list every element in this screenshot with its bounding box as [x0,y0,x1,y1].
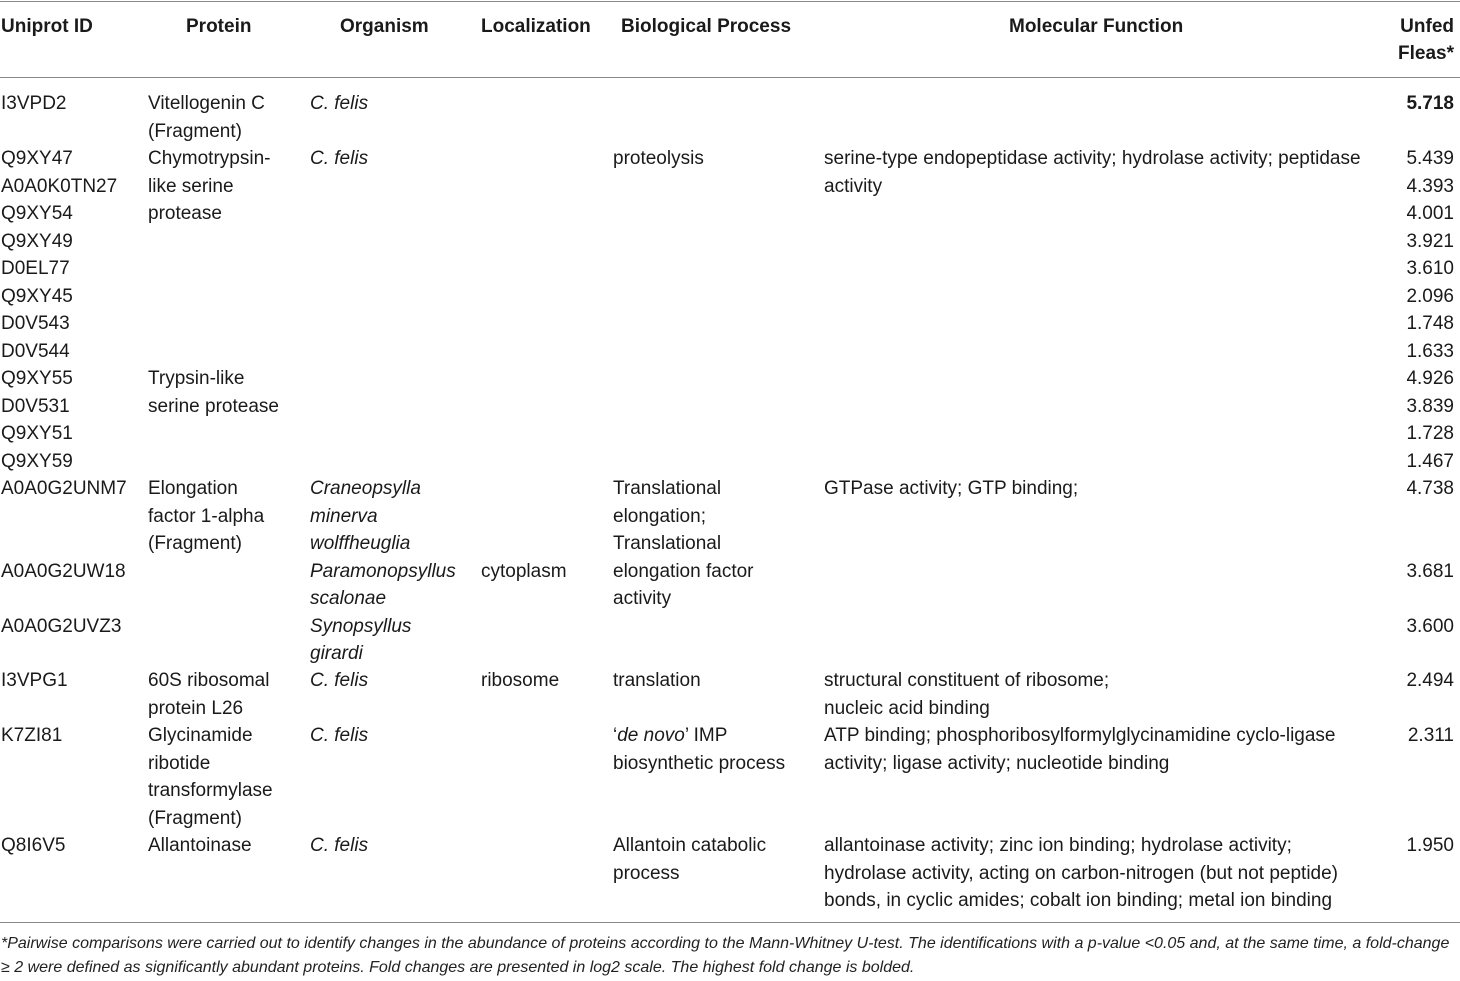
molecular-function [824,145,1361,200]
protein-line: transformylase [148,780,273,801]
header-uniprot-id: Uniprot ID [1,16,93,37]
fold-change-value: 3.681 [1406,560,1454,582]
organism: C. felis [310,725,369,746]
uniprot-id: I3VPD2 [1,93,67,114]
header-unfed: Unfed [1400,16,1454,37]
header-organism: Organism [340,16,429,37]
header-fleas: Fleas* [1398,43,1454,64]
protein-name [148,365,279,420]
uniprot-id: Q9XY45 [1,285,73,307]
fold-change-value: 1.467 [1406,450,1454,472]
header-localization: Localization [481,16,591,37]
biological-process [613,722,785,777]
organism-line: Synopsyllus [310,615,412,637]
molecular-function: GTPase activity; GTP binding; [824,478,1079,499]
function-line: ATP binding; phosphoribosylformylglycinamidine cyclo-ligase [824,725,1336,746]
protein-line: 60S ribosomal [148,670,270,691]
process-line: Translational [613,478,722,499]
header-unfed-fleas [1398,13,1454,67]
function-line: nucleic acid binding [824,697,990,719]
organism [310,558,456,613]
uniprot-id: I3VPG1 [1,670,68,691]
fold-change-value: 4.738 [1406,478,1454,499]
process-line: elongation factor [613,560,754,582]
de-novo-italic: de novo [617,725,685,746]
biological-process [613,832,766,887]
organism-line: Paramonopsyllus [310,560,456,582]
uniprot-id: D0V544 [1,340,70,362]
fold-change-value: 2.096 [1406,285,1454,307]
protein-name [148,475,264,558]
protein-line: ribotide [148,752,211,774]
quote-open: ‘ [613,725,618,746]
protein-line: (Fragment) [148,533,242,554]
process-line: Allantoin catabolic [613,835,767,856]
fold-change-value: 1.728 [1406,423,1454,444]
function-line: activity; ligase activity; nucleotide binding [824,752,1170,774]
uniprot-id: D0V531 [1,395,70,417]
protein-name [148,90,265,145]
fold-change-value: 4.001 [1406,203,1454,224]
uniprot-id: Q9XY59 [1,450,73,472]
fold-change-value: 5.439 [1406,148,1454,169]
header-biological-process: Biological Process [621,16,792,37]
fold-change-value: 3.921 [1406,230,1454,252]
organism [310,613,411,668]
quote-close: ’ IMP [684,725,728,746]
biological-process: translation [613,670,701,691]
organism [310,475,421,558]
uniprot-id: Q9XY54 [1,203,73,224]
protein-line: factor 1-alpha [148,505,265,527]
fold-change-value: 1.748 [1406,313,1454,334]
protein-line: Chymotrypsin- [148,148,271,169]
table-footnote: *Pairwise comparisons were carried out to identify changes in the abundance of proteins according to the Mann-Whitney U-test. The identifications with a p-value <0.05 and, at the same time, a fold-change ≥ 2 were defined as significantly abundant proteins. Fold changes are presented in log2 scale. The highest fold change is bolded. [1,935,1450,976]
protein-line: protease [148,203,222,224]
uniprot-id: Q8I6V5 [1,835,66,856]
organism: C. felis [310,670,369,691]
protein-line: Elongation [148,478,238,499]
function-line: bonds, in cyclic amides; cobalt ion binding; metal ion binding [824,890,1333,911]
biological-process [613,475,754,613]
process-line: Translational [613,533,722,554]
protein-line: (Fragment) [148,120,242,142]
biological-process: proteolysis [613,148,704,169]
protein-name: Allantoinase [148,835,252,856]
fold-change-value: 1.633 [1406,340,1454,362]
organism-line: girardi [310,643,363,664]
protein-line: Vitellogenin C [148,93,265,114]
organism-line: wolffheuglia [310,533,411,554]
fold-change-value: 2.311 [1407,725,1454,746]
molecular-function [824,832,1338,915]
fold-change-value: 2.494 [1406,670,1454,691]
uniprot-id: D0V543 [1,313,70,334]
organism-line: scalonae [310,588,387,609]
header-molecular-function: Molecular Function [1009,16,1184,37]
protein-name [148,722,273,832]
fold-change-value-highest: 5.718 [1406,93,1454,114]
molecular-function [824,667,1109,722]
uniprot-id: Q9XY55 [1,368,73,389]
function-line: hydrolase activity, acting on carbon-nitrogen (but not peptide) [824,862,1339,884]
protein-name [148,145,270,228]
uniprot-id: A0A0G2UNM7 [1,478,127,499]
uniprot-id: A0A0K0TN27 [1,175,118,197]
localization: ribosome [481,670,560,691]
uniprot-id: K7ZI81 [1,725,63,746]
process-line: biosynthetic process [613,752,786,774]
table-top-rule [0,1,1460,2]
function-line: structural constituent of ribosome; [824,670,1110,691]
header-protein: Protein [186,16,252,37]
fold-change-value: 4.393 [1406,175,1454,197]
organism-line: Craneopsylla [310,478,421,499]
organism: C. felis [310,148,369,169]
localization: cytoplasm [481,560,567,582]
function-line: activity [824,175,883,197]
process-line [613,722,785,750]
process-line: process [613,862,680,884]
process-line: elongation; [613,505,706,527]
fold-change-value: 3.600 [1406,615,1454,637]
protein-line: (Fragment) [148,807,242,829]
molecular-function [824,722,1336,777]
uniprot-id: A0A0G2UW18 [1,560,126,582]
header-rule [0,77,1460,78]
fold-change-value: 4.926 [1406,368,1454,389]
uniprot-id: A0A0G2UVZ3 [1,615,122,637]
organism: C. felis [310,93,369,114]
protein-line: Glycinamide [148,725,253,746]
uniprot-id: Q9XY47 [1,148,73,169]
uniprot-id: Q9XY51 [1,423,73,444]
protein-line: like serine [148,175,234,197]
fold-change-value: 3.839 [1406,395,1454,417]
function-line: serine-type endopeptidase activity; hydrolase activity; peptidase [824,148,1361,169]
protein-line: Trypsin-like [148,368,245,389]
fold-change-value: 1.950 [1406,835,1454,856]
uniprot-id: D0EL77 [1,258,70,279]
organism-line: minerva [310,505,378,527]
organism: C. felis [310,835,369,856]
function-line: allantoinase activity; zinc ion binding; hydrolase activity; [824,835,1292,856]
protein-line: serine protease [148,395,279,417]
fold-change-value: 3.610 [1406,258,1454,279]
table-bottom-rule [0,922,1460,923]
protein-line: protein L26 [148,697,244,719]
process-line: activity [613,588,672,609]
uniprot-id: Q9XY49 [1,230,73,252]
protein-name [148,667,269,722]
